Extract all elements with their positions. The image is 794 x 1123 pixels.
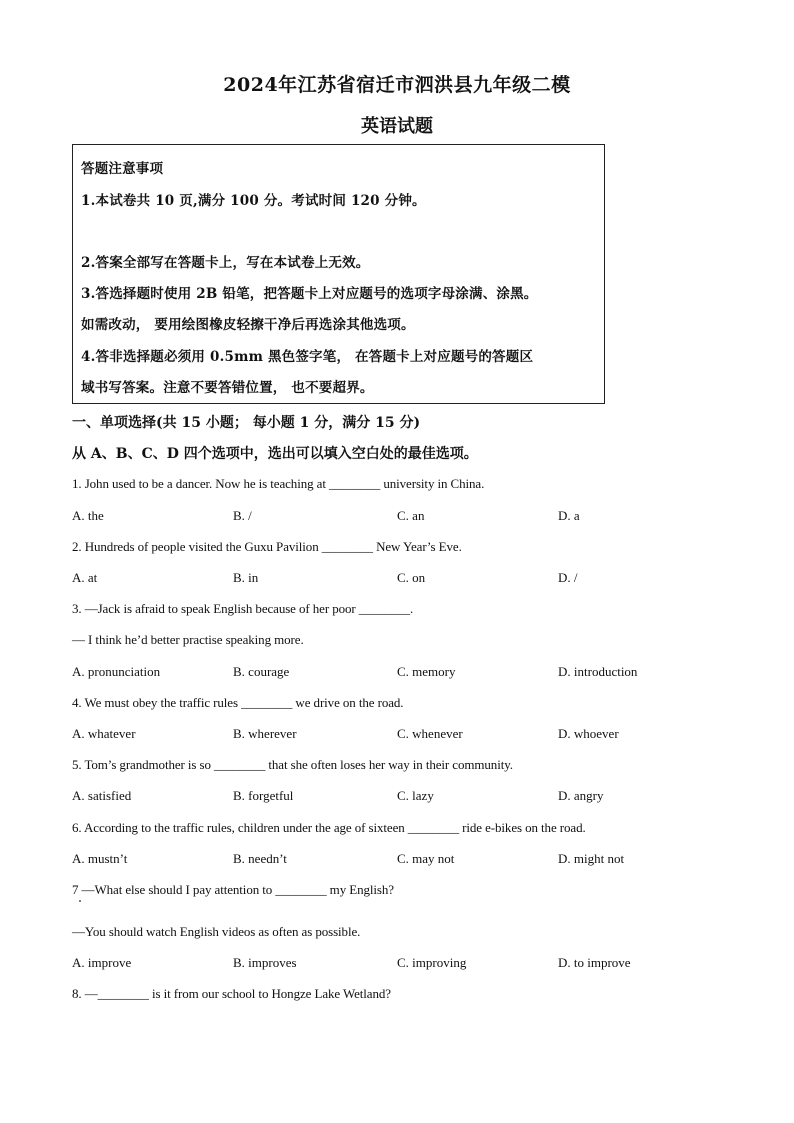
question-1-option-c: C. an [397,508,425,523]
question-4-option-b: B. wherever [233,726,297,741]
question-7-options [72,955,712,973]
notice-line-6: 域书写答案。注意不要答错位置， 也不要超界。 [81,380,374,396]
question-5-options [72,788,712,806]
question-5-option-a: A. satisfied [72,788,132,803]
question-7-option-d: D. to improve [558,955,631,970]
notice-line-3: 3.答选择题时使用 2B 铅笔，把答题卡上对应题号的选项字母涂满、涂黑。 [81,286,538,302]
question-3-reply: — I think he’d better practise speaking more. [72,632,304,647]
question-3-stem: 3. —Jack is afraid to speak English because of her poor ________. [72,601,414,616]
question-4-option-c: C. whenever [397,726,463,741]
question-3-option-c: C. memory [397,664,456,679]
question-2-option-d: D. / [558,570,578,585]
question-6-option-a: A. mustn’t [72,851,128,866]
page-subtitle: 英语试题 [361,116,433,137]
question-4-option-a: A. whatever [72,726,136,741]
section-instruction: 从 A、B、C、D 四个选项中，选出可以填入空白处的最佳选项。 [72,446,478,462]
stray-mark [79,900,81,902]
question-2-option-b: B. in [233,570,259,585]
notice-heading: 答题注意事项 [81,161,164,177]
question-5-option-c: C. lazy [397,788,434,803]
question-6-options [72,851,712,869]
question-6-stem: 6. According to the traffic rules, children under the age of sixteen ________ ride e-bikes on the road. [72,820,586,835]
question-5-option-d: D. angry [558,788,604,803]
question-5-stem: 5. Tom’s grandmother is so ________ that she often loses her way in their community. [72,757,513,772]
notice-line-5: 4.答非选择题必须用 0.5mm 黑色签字笔， 在答题卡上对应题号的答题区 [81,349,534,365]
question-7-reply: —You should watch English videos as often as possible. [72,924,361,939]
notice-line-2: 2.答案全部写在答题卡上，写在本试卷上无效。 [81,255,370,271]
question-6-option-d: D. might not [558,851,625,866]
question-3-option-d: D. introduction [558,664,638,679]
question-8-stem: 8. —________ is it from our school to Hongze Lake Wetland? [72,986,391,1001]
section-heading: 一、单项选择(共 15 小题； 每小题 1 分，满分 15 分) [72,415,421,431]
notice-line-1: 1.本试卷共 10 页,满分 100 分。考试时间 120 分钟。 [81,193,426,209]
question-7-option-b: B. improves [233,955,297,970]
question-1-option-d: D. a [558,508,580,523]
question-6-option-b: B. needn’t [233,851,287,866]
question-1-option-a: A. the [72,508,104,523]
question-1-option-b: B. / [233,508,252,523]
question-4-stem: 4. We must obey the traffic rules ________ we drive on the road. [72,695,404,710]
question-7-option-a: A. improve [72,955,132,970]
question-6-option-c: C. may not [397,851,455,866]
notice-box [72,144,605,404]
question-1-options [72,508,712,526]
question-2-option-c: C. on [397,570,426,585]
question-4-options [72,726,712,744]
question-1-stem: 1. John used to be a dancer. Now he is teaching at ________ university in China. [72,476,485,491]
question-4-option-d: D. whoever [558,726,619,741]
question-2-options [72,570,712,588]
page-title: 2024年江苏省宿迁市泗洪县九年级二模 [223,74,571,96]
question-5-option-b: B. forgetful [233,788,294,803]
question-2-stem: 2. Hundreds of people visited the Guxu Pavilion ________ New Year’s Eve. [72,539,462,554]
question-7-stem: 7 —What else should I pay attention to ________ my English? [72,882,394,897]
question-3-options [72,664,712,682]
question-3-option-a: A. pronunciation [72,664,161,679]
question-7-option-c: C. improving [397,955,467,970]
question-2-option-a: A. at [72,570,98,585]
question-3-option-b: B. courage [233,664,290,679]
notice-line-4: 如需改动， 要用绘图橡皮轻擦干净后再选涂其他选项。 [81,317,415,333]
